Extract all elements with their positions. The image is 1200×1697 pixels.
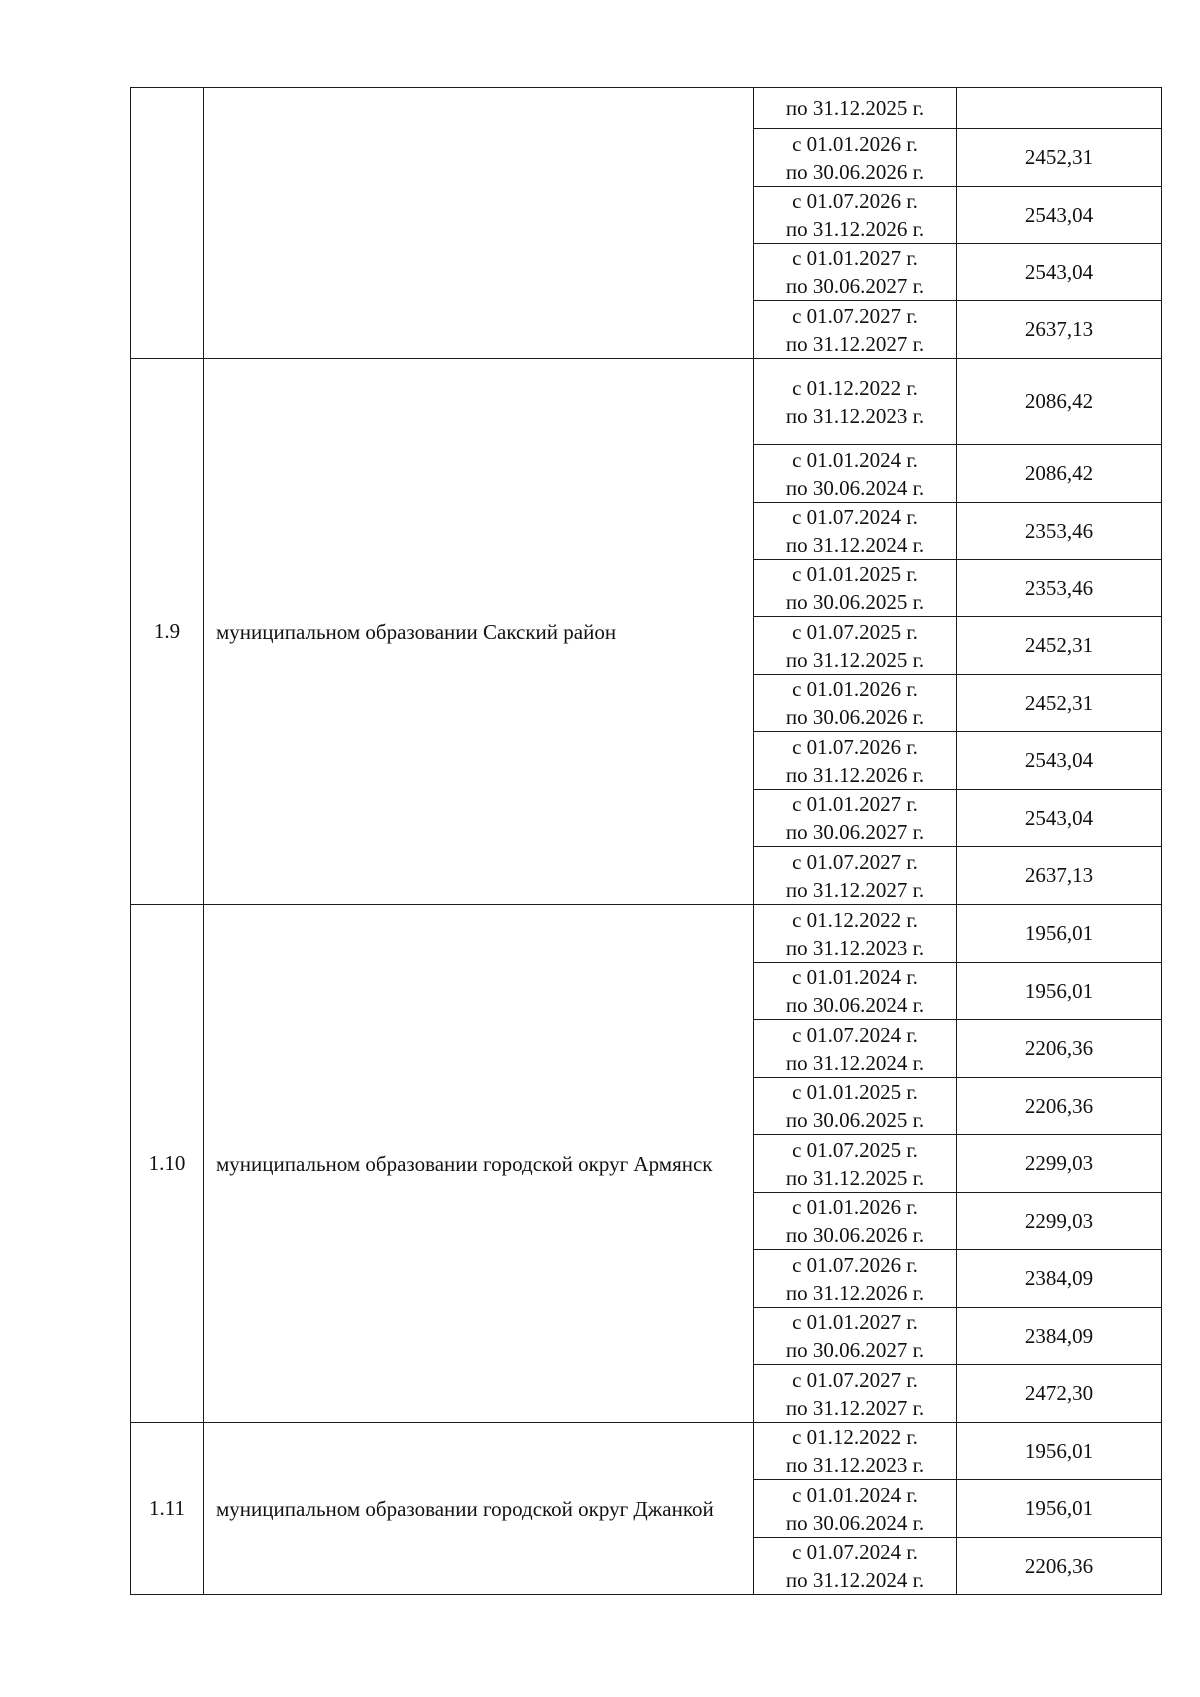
period-cell (754, 732, 957, 790)
period-cell (754, 244, 957, 301)
municipality-name-cell (204, 359, 754, 905)
tariff-value-cell: 2452,31 (957, 617, 1162, 675)
municipality-name-cell (204, 1423, 754, 1595)
period-cell (754, 790, 957, 847)
tariff-value-cell: 2384,09 (957, 1250, 1162, 1308)
tariff-value-cell: 2452,31 (957, 129, 1162, 187)
period-cell (754, 617, 957, 675)
municipality-name: муниципальном образовании городской округ Джанкой (216, 1496, 714, 1521)
tariff-value-cell: 2543,04 (957, 790, 1162, 847)
period-cell (754, 675, 957, 732)
period-cell (754, 301, 957, 359)
municipality-name-cell (204, 88, 754, 359)
municipality-name: муниципальном образовании Сакский район (216, 619, 617, 644)
tariff-value-cell: 1956,01 (957, 905, 1162, 963)
period-cell (754, 129, 957, 187)
tariff-value-cell (957, 88, 1162, 129)
period-from: с 01.07.2027 г. (792, 1367, 918, 1392)
period-to: по 31.12.2027 г. (785, 877, 925, 902)
period-cell (754, 88, 957, 129)
period-to: по 30.06.2024 г. (785, 993, 925, 1017)
tariff-value-cell: 1956,01 (957, 1480, 1162, 1538)
period-to: по 30.06.2024 г. (785, 475, 925, 500)
period-from: с 01.07.2024 г. (792, 1022, 918, 1047)
period-cell (754, 1423, 957, 1480)
tariff-value-cell: 2384,09 (957, 1308, 1162, 1365)
period-cell (754, 560, 957, 617)
period-from: с 01.01.2027 г. (792, 246, 918, 270)
tariff-value-cell: 2206,36 (957, 1538, 1162, 1595)
period-to: по 30.06.2026 г. (785, 159, 925, 184)
tariff-value-cell: 2353,46 (957, 560, 1162, 617)
period-from: с 01.07.2025 г. (792, 619, 918, 644)
period-from: с 01.01.2027 г. (792, 792, 918, 816)
tariff-table (130, 87, 1162, 1595)
period-from: с 01.01.2024 г. (792, 1482, 918, 1507)
tariff-value-cell: 2086,42 (957, 445, 1162, 503)
period-cell (754, 503, 957, 560)
tariff-value-cell: 1956,01 (957, 1423, 1162, 1480)
period-cell (754, 905, 957, 963)
period-from: с 01.01.2024 г. (792, 965, 918, 989)
period-to: по 31.12.2024 г. (785, 1568, 925, 1592)
period-from: с 01.07.2026 г. (792, 189, 918, 213)
period-cell (754, 187, 957, 244)
tariff-value-cell: 2353,46 (957, 503, 1162, 560)
table-row (131, 88, 1162, 129)
tariff-value-cell: 2543,04 (957, 244, 1162, 301)
period-to: по 31.12.2024 г. (785, 1050, 925, 1075)
period-cell (754, 1250, 957, 1308)
period-cell (754, 847, 957, 905)
period-to: по 31.12.2026 г. (785, 762, 925, 787)
period-to: по 30.06.2027 г. (785, 274, 925, 298)
period-cell (754, 1020, 957, 1078)
municipality-name: муниципальном образовании городской округ Армянск (216, 1151, 713, 1176)
period-cell (754, 1078, 957, 1135)
row-number-cell (131, 88, 204, 359)
tariff-value-cell: 2543,04 (957, 187, 1162, 244)
period-to: по 30.06.2027 г. (785, 820, 925, 844)
period-from: с 01.01.2026 г. (792, 131, 918, 156)
period-to: по 31.12.2023 г. (785, 935, 925, 960)
period-from: с 01.12.2022 г. (792, 375, 918, 400)
period-to: по 31.12.2023 г. (785, 403, 925, 428)
period-to: по 30.06.2027 г. (785, 1338, 925, 1362)
period-from: с 01.12.2022 г. (792, 907, 918, 932)
period-from: с 01.01.2024 г. (792, 447, 918, 472)
period-to: по 31.12.2027 г. (785, 331, 925, 356)
tariff-value-cell: 2452,31 (957, 675, 1162, 732)
period-to: по 30.06.2026 г. (785, 1223, 925, 1247)
period-cell (754, 1308, 957, 1365)
period-from: с 01.01.2026 г. (792, 1195, 918, 1219)
period-to: по 31.12.2025 г. (785, 647, 925, 672)
period-cell (754, 1193, 957, 1250)
tariff-value-cell: 2299,03 (957, 1135, 1162, 1193)
period-to: по 31.12.2026 г. (785, 1280, 925, 1305)
period-from: с 01.01.2027 г. (792, 1310, 918, 1334)
tariff-value-cell: 1956,01 (957, 963, 1162, 1020)
period-from: с 01.07.2024 г. (792, 1540, 918, 1564)
tariff-value-cell: 2637,13 (957, 847, 1162, 905)
row-number-cell: 1.10 (131, 905, 204, 1423)
period-to: по 31.12.2026 г. (785, 217, 925, 241)
period-to: по 31.12.2023 г. (785, 1453, 925, 1477)
municipality-name-cell (204, 905, 754, 1423)
period-from: с 01.07.2026 г. (792, 1252, 918, 1277)
table-row (131, 359, 1162, 445)
period-cell (754, 359, 957, 445)
period-from: с 01.07.2027 г. (792, 849, 918, 874)
row-number-cell: 1.11 (131, 1423, 204, 1595)
period-to: по 30.06.2026 г. (785, 705, 925, 729)
period-cell (754, 1480, 957, 1538)
period-to: по 30.06.2025 г. (785, 1108, 925, 1132)
period-from: с 01.07.2025 г. (792, 1137, 918, 1162)
period-to: по 31.12.2027 г. (785, 1395, 925, 1420)
period-to: по 30.06.2024 г. (785, 1510, 925, 1535)
tariff-value-cell: 2472,30 (957, 1365, 1162, 1423)
tariff-value-cell: 2637,13 (957, 301, 1162, 359)
tariff-value-cell: 2206,36 (957, 1020, 1162, 1078)
period-from: с 01.07.2026 г. (792, 734, 918, 759)
period-cell (754, 1538, 957, 1595)
period-to: по 31.12.2025 г. (785, 96, 925, 120)
period-from: с 01.07.2024 г. (792, 505, 918, 529)
period-to: по 31.12.2025 г. (785, 1165, 925, 1190)
period-from: с 01.01.2026 г. (792, 677, 918, 701)
tariff-value-cell: 2206,36 (957, 1078, 1162, 1135)
period-from: с 01.01.2025 г. (792, 1080, 918, 1104)
tariff-value-cell: 2086,42 (957, 359, 1162, 445)
period-to: по 30.06.2025 г. (785, 590, 925, 614)
period-cell (754, 445, 957, 503)
period-from: с 01.07.2027 г. (792, 303, 918, 328)
period-from: с 01.12.2022 г. (792, 1425, 918, 1449)
table-row (131, 905, 1162, 963)
tariff-value-cell: 2543,04 (957, 732, 1162, 790)
period-to: по 31.12.2024 г. (785, 533, 925, 557)
period-from: с 01.01.2025 г. (792, 562, 918, 586)
period-cell (754, 1365, 957, 1423)
period-cell (754, 1135, 957, 1193)
table-row (131, 1423, 1162, 1480)
tariff-table-body (131, 88, 1162, 1595)
row-number-cell: 1.9 (131, 359, 204, 905)
period-cell (754, 963, 957, 1020)
tariff-value-cell: 2299,03 (957, 1193, 1162, 1250)
